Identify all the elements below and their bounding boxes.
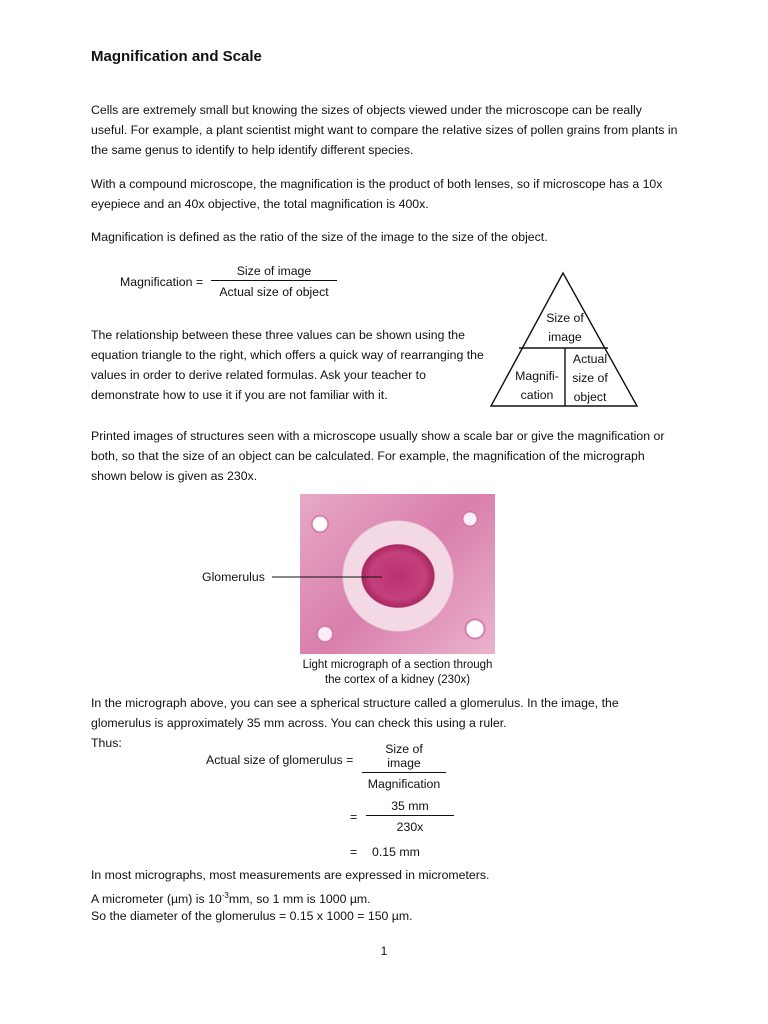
paragraph-glomerulus: In the micrograph above, you can see a spherical structure called a glomerulus. In the image, the glomerulus is approximately 35 mm across. You can check this using a ruler. [91,696,619,730]
fraction-denominator: Actual size of object [219,285,329,299]
fraction-denominator: Magnification [367,777,441,791]
fraction-numerator: 35 mm [391,799,429,813]
formula-numeric-fraction [366,799,454,834]
triangle-left-line1: Magnifi- [515,369,559,383]
paragraph-printed-images: Printed images of structures seen with a microscope usually show a scale bar or give the magnification or both, so that the size of an object can be calculated. For example, the magnification of the micrograph shown below is given as 230x. [91,429,665,483]
figure-caption [290,658,505,688]
fraction-denominator: 230x [396,820,424,834]
paragraph-definition: Magnification is defined as the ratio of the size of the image to the size of the object. [91,230,548,244]
micrometer-text-b: mm, so 1 mm is 1000 µm. [228,892,371,907]
formula-actual-size-fraction [362,742,446,791]
fraction-numerator: Size of image [385,742,423,770]
formula-magnification-fraction [211,264,337,299]
fraction-numerator: Size of image [236,264,312,278]
paragraph-equation-triangle: The relationship between these three values can be shown using the equation triangle to the right, which offers a quick way of rearranging the values in order to derive related formulas. Ask your teacher to demonstrate how to use it if you are not familiar with it. [91,328,484,402]
page-number: 1 [380,944,388,958]
triangle-left-label [506,367,568,405]
triangle-right-line1: Actual [572,352,608,366]
triangle-right-line3: object [573,390,607,404]
triangle-top-line1: Size of [546,311,584,325]
glomerulus-pointer-label: Glomerulus [202,570,265,584]
page-title: Magnification and Scale [91,48,262,65]
exponent: -3 [221,891,229,900]
glomerulus-pointer-line [272,570,384,584]
triangle-top-label [530,309,600,347]
micrometer-text-a: A micrometer (µm) is 10 [91,892,222,907]
paragraph-intro: Cells are extremely small but knowing the sizes of objects viewed under the microscope can be really useful. For example, a plant scientist might want to compare the relative sizes of pollen grains from plants in the same genus to identify to help identify different species. [91,103,678,157]
thus-label: Thus: [91,736,122,750]
triangle-left-line2: cation [520,388,554,402]
triangle-top-line2: image [548,330,582,344]
paragraph-micrometers: In most micrographs, most measurements are expressed in micrometers. [91,868,490,882]
caption-line2: the cortex of a kidney (230x) [324,674,471,686]
paragraph-compound-microscope: With a compound microscope, the magnification is the product of both lenses, so if microscope has a 10x eyepiece and an 40x objective, the total magnification is 400x. [91,177,663,211]
triangle-right-label [565,350,615,407]
formula-actual-size-label: Actual size of glomerulus = [206,753,354,767]
formula-equals-sign: = [350,810,358,824]
formula-magnification-label: Magnification = [120,275,204,289]
result-value: 0.15 mm [372,845,420,859]
paragraph-diameter: So the diameter of the glomerulus = 0.15 x 1000 = 150 µm. [91,909,413,923]
caption-line1: Light micrograph of a section through [302,659,493,671]
triangle-right-line2: size of [572,371,608,385]
result-equals-sign: = [350,845,358,859]
